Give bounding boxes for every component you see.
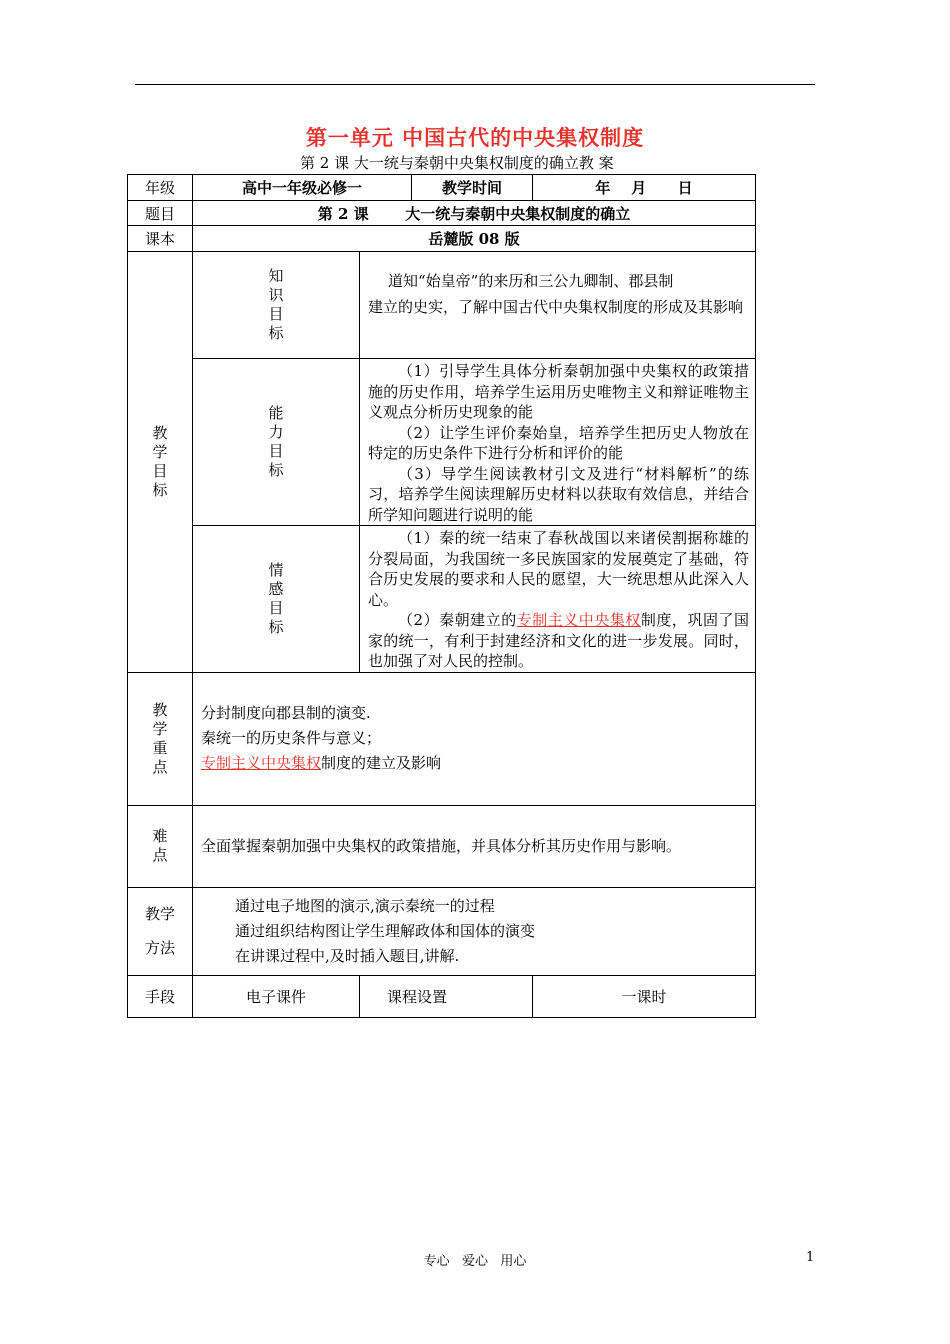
course-setting-value: 一课时 bbox=[533, 975, 756, 1017]
row-emotion-goal bbox=[128, 526, 756, 673]
page-number: 1 bbox=[806, 1250, 815, 1265]
difficulty-label: 难 点 bbox=[128, 805, 193, 887]
row-means bbox=[128, 975, 756, 1017]
row-knowledge-goal bbox=[128, 252, 756, 359]
time-label: 教学时间 bbox=[412, 175, 533, 201]
means-value: 电子课件 bbox=[193, 975, 360, 1017]
teaching-method-text: 通过电子地图的演示,演示秦统一的过程 通过组织结构图让学生理解政体和国体的演变 在讲课过程中,及时插入题目,讲解. bbox=[193, 887, 756, 975]
header-rule bbox=[135, 84, 815, 85]
lesson-plan-table bbox=[127, 174, 756, 1018]
footer-motto: 专心 爱心 用心 bbox=[423, 1254, 527, 1269]
course-setting-label: 课程设置 bbox=[360, 975, 533, 1017]
page-title: 第一单元 中国古代的中央集权制度 bbox=[305, 125, 645, 150]
lesson-subtitle: 第 2 课 大一统与秦朝中央集权制度的确立教 案 bbox=[300, 154, 614, 172]
row-difficulty bbox=[128, 805, 756, 887]
textbook-label: 课本 bbox=[128, 226, 193, 252]
means-label: 手段 bbox=[128, 975, 193, 1017]
row-textbook bbox=[128, 226, 756, 252]
despotism-term-link-2[interactable]: 专制主义中央集权 bbox=[201, 754, 322, 772]
teaching-focus-text: 分封制度向郡县制的演变. 秦统一的历史条件与意义； 专制主义中央集权制度的建立及影响 bbox=[193, 672, 756, 805]
emotion-goal-label: 情 感 目 标 bbox=[193, 526, 360, 673]
difficulty-text: 全面掌握秦朝加强中央集权的政策措施，并具体分析其历史作用与影响。 bbox=[193, 805, 756, 887]
teaching-focus-label: 教 学 重 点 bbox=[128, 672, 193, 805]
emotion-goal-text: （1）秦的统一结束了春秋战国以来诸侯割据称雄的分裂局面，为我国统一多民族国家的发展奠定了基础，符合历史发展的要求和人民的愿望，大一统思想从此深入人心。 （2）秦朝建立的专制主义中央集权制度，巩固了国家的统一，有利于封建经济和文化的进一步发展。同时，也加强了对人民的控制。 bbox=[360, 526, 756, 673]
knowledge-goal-text: 道知“始皇帝”的来历和三公九卿制、郡县制 建立的史实，了解中国古代中央集权制度的形成及其影响 bbox=[360, 252, 756, 359]
ability-goal-label: 能 力 目 标 bbox=[193, 359, 360, 526]
time-value: 年 月 日 bbox=[533, 175, 756, 201]
row-teaching-method bbox=[128, 887, 756, 975]
despotism-term-link[interactable]: 专制主义中央集权 bbox=[516, 611, 641, 629]
goals-label: 教 学 目 标 bbox=[128, 252, 193, 673]
row-ability-goal bbox=[128, 359, 756, 526]
row-topic bbox=[128, 201, 756, 226]
topic-label: 题目 bbox=[128, 201, 193, 226]
ability-goal-text: （1）引导学生具体分析秦朝加强中央集权的政策措施的历史作用，培养学生运用历史唯物主义和辩证唯物主义观点分析历史现象的能 （2）让学生评价秦始皇，培养学生把历史人物放在特定的历史条件下进行分析和评价的能 （3）导学生阅读教材引文及进行“材料解析”的练习，培养学生阅读理解历史材料以获取有效信息，并结合所学知问题进行说明的能 bbox=[360, 359, 756, 526]
grade-value: 高中一年级必修一 bbox=[193, 175, 412, 201]
grade-label: 年级 bbox=[128, 175, 193, 201]
topic-value: 第 2 课 大一统与秦朝中央集权制度的确立 bbox=[193, 201, 756, 226]
teaching-method-label: 教学 方法 bbox=[128, 887, 193, 975]
row-teaching-focus bbox=[128, 672, 756, 805]
textbook-value: 岳麓版 08 版 bbox=[193, 226, 756, 252]
row-grade bbox=[128, 175, 756, 201]
knowledge-goal-label: 知 识 目 标 bbox=[193, 252, 360, 359]
